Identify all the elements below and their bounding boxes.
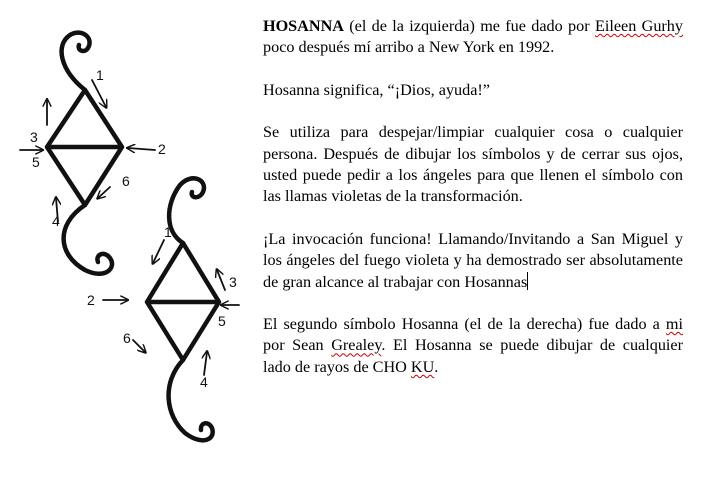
right-label-4: 4 (200, 374, 208, 390)
spellcheck-name-grealey: Grealey (331, 336, 382, 355)
right-diamond (147, 243, 219, 360)
text-cursor (527, 272, 528, 290)
right-top-spiral (169, 178, 204, 243)
paragraph-meaning: Hosanna significa, “¡Dios, ayuda!” (263, 80, 490, 99)
document-text (263, 16, 683, 399)
right-label-5: 5 (218, 313, 226, 329)
left-top-spiral (62, 33, 90, 90)
paragraph-second-symbol: El segundo símbolo Hosanna (el de la derecha) fue dado a mi por Sean Grealey. El Hosanna se puede dibujar de cualquier lado de rayos de CHO KU. (263, 315, 683, 376)
spellcheck-ku: KU (410, 357, 435, 376)
right-hosanna-symbol (87, 178, 239, 440)
hosanna-heading-word: HOSANNA (263, 17, 344, 35)
left-label-4: 4 (52, 213, 60, 229)
left-label-5: 5 (32, 154, 40, 170)
left-hosanna-symbol (20, 33, 166, 274)
left-diamond (47, 90, 122, 205)
left-label-2: 2 (158, 141, 166, 157)
paragraph-usage: Se utiliza para despejar/limpiar cualquier cosa o cualquier persona. Después de dibujar los símbolos y de cerrar sus ojos, usted puede pedir a los ángeles para que llenen el símbolo con las llamas violetas de la transformación. (263, 123, 683, 206)
left-bottom-spiral (64, 205, 112, 274)
left-label-3: 3 (30, 129, 38, 145)
right-bottom-spiral (169, 360, 213, 440)
paragraph-origin: HOSANNA (el de la izquierda) me fue dado por Eileen Gurhy poco después mí arribo a New York en 1992. (263, 17, 683, 57)
paragraph-invocation: ¡La invocación funciona! Llamando/Invitando a San Miguel y los ángeles del fuego violeta y ha demostrado ser absolutamente de gran alcance al trabajar con Hosannas (263, 229, 683, 291)
spellcheck-mi: mi (665, 315, 683, 334)
left-label-6: 6 (122, 173, 130, 189)
right-label-2: 2 (87, 292, 95, 308)
right-label-3: 3 (229, 274, 237, 290)
right-label-6: 6 (123, 330, 131, 346)
left-label-1: 1 (96, 67, 104, 83)
right-label-1: 1 (164, 224, 172, 240)
hosanna-symbols-illustration (0, 0, 255, 482)
spellcheck-name-eileen: Eileen Gurhy (594, 17, 683, 35)
